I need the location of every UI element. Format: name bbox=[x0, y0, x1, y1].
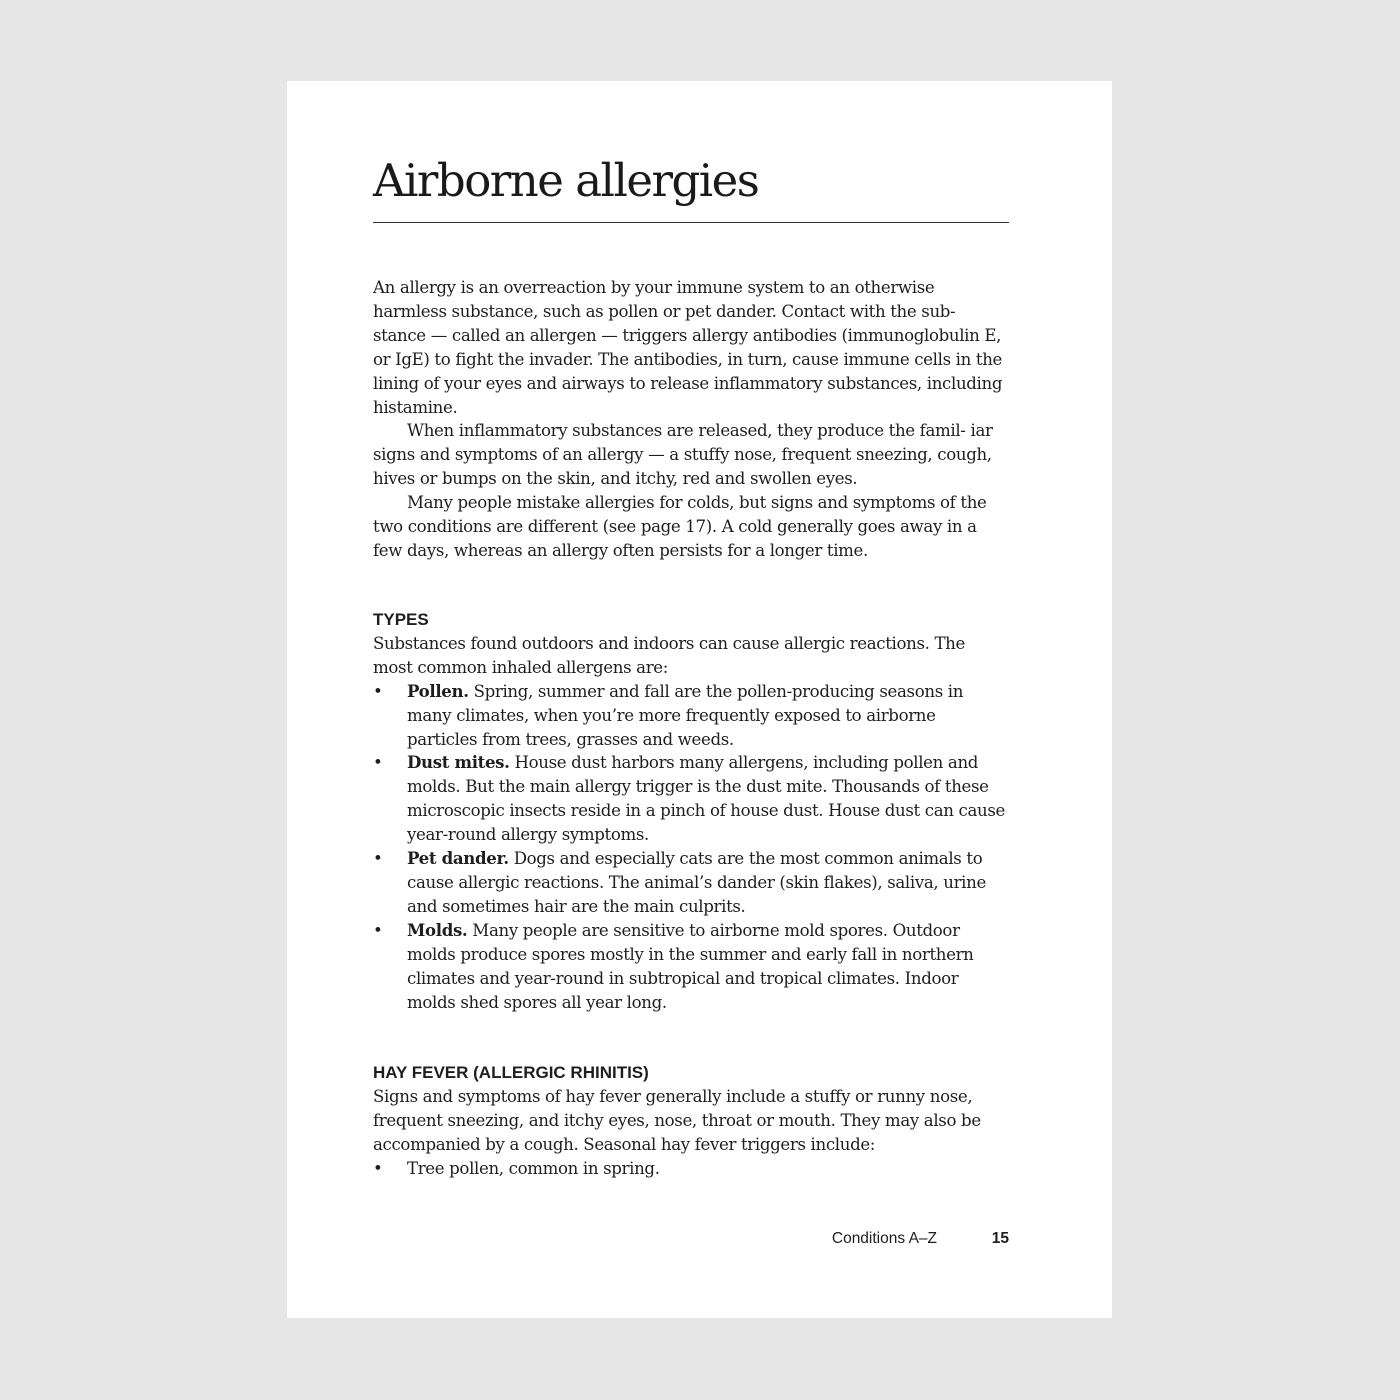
types-lead: Substances found outdoors and indoors can cause allergic reactions. The most common inhaled allergens are: bbox=[373, 633, 965, 677]
list-item-term: Dust mites. bbox=[407, 752, 510, 773]
bullet-icon: • bbox=[373, 849, 383, 869]
hay-fever-section bbox=[373, 1061, 1009, 1181]
page-number: 15 bbox=[991, 1230, 1009, 1247]
intro-section bbox=[373, 276, 1009, 563]
list-item-text: House dust harbors many allergens, including pollen and molds. But the main allergy trigger is the dust mite. Thousands of these microscopic insects reside in a pinch of house dust. House dust can cause year-round allergy symptoms. bbox=[407, 753, 1005, 845]
page-title: Airborne allergies bbox=[373, 154, 759, 207]
footer-section-label: Conditions A–Z bbox=[831, 1230, 937, 1247]
list-item-text: Spring, summer and fall are the pollen-producing seasons in many climates, when you’re more frequently exposed to airborne particles from trees, grasses and weeds. bbox=[407, 681, 964, 749]
document-page bbox=[287, 81, 1112, 1318]
intro-paragraph: An allergy is an overreaction by your immune system to an otherwise harmless substance, such as pollen or pet dander. Contact with the sub- stance — called an allergen — triggers allergy antibodies (immunoglobulin E, or IgE) to fight the invader. The antibodies, in turn, cause immune cells in the lining of your eyes and airways to release inflammatory substances, including histamine. bbox=[373, 278, 1003, 417]
list-item-text: Many people are sensitive to airborne mold spores. Outdoor molds produce spores mostly in the summer and early fall in northern climates and year-round in subtropical and tropical climates. Indoor molds shed spores all year long. bbox=[407, 920, 974, 1012]
list-item-term: Pet dander. bbox=[407, 848, 509, 869]
list-item bbox=[373, 919, 1009, 1015]
list-item bbox=[373, 847, 1009, 919]
list-item-text: Dogs and especially cats are the most common animals to cause allergic reactions. The animal’s dander (skin flakes), saliva, urine and sometimes hair are the main culprits. bbox=[407, 849, 986, 916]
title-divider bbox=[373, 222, 1009, 223]
trigger-list bbox=[373, 1157, 1009, 1181]
bullet-icon: • bbox=[373, 920, 383, 940]
page-footer bbox=[373, 1230, 1009, 1254]
intro-paragraph: Many people mistake allergies for colds, but signs and symptoms of the two conditions are different (see page 17). A cold generally goes away in a few days, whereas an allergy often persists for a longer time. bbox=[373, 493, 987, 560]
allergen-list bbox=[373, 680, 1009, 1015]
intro-paragraph: When inflammatory substances are released, they produce the famil- iar signs and symptoms of an allergy — a stuffy nose, frequent sneezing, cough, hives or bumps on the skin, and itchy, red and swollen eyes. bbox=[373, 421, 993, 489]
bullet-icon: • bbox=[373, 753, 383, 773]
list-item bbox=[373, 751, 1009, 847]
list-item bbox=[373, 680, 1009, 752]
list-item bbox=[373, 1157, 1009, 1181]
bullet-icon: • bbox=[373, 1158, 383, 1178]
section-heading-types: TYPES bbox=[373, 610, 429, 629]
list-item-term: Molds. bbox=[407, 919, 468, 940]
hay-fever-lead: Signs and symptoms of hay fever generally include a stuffy or runny nose, frequent sneezing, and itchy eyes, nose, throat or mouth. They may also be accompanied by a cough. Seasonal hay fever triggers include: bbox=[373, 1086, 981, 1154]
bullet-icon: • bbox=[373, 681, 383, 701]
list-item-term: Pollen. bbox=[407, 680, 469, 701]
section-heading-hay-fever: HAY FEVER (ALLERGIC RHINITIS) bbox=[373, 1063, 649, 1082]
types-section bbox=[373, 608, 1009, 1014]
list-item-text: Tree pollen, common in spring. bbox=[407, 1158, 660, 1178]
